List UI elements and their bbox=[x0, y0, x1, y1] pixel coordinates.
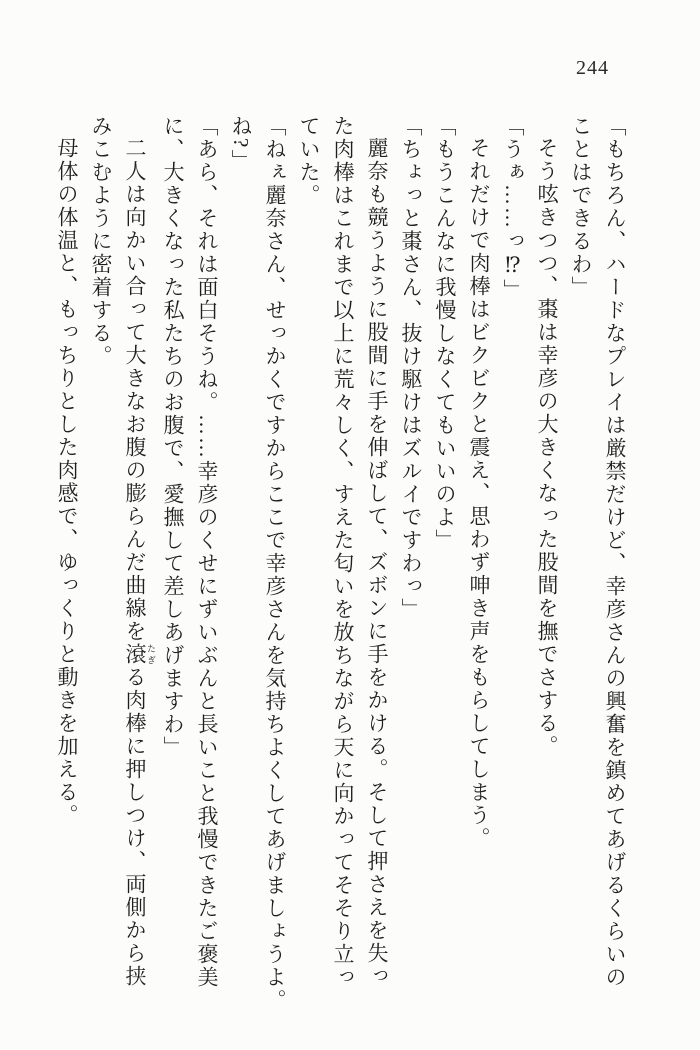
ruby-base: 滾 bbox=[123, 643, 147, 666]
text-line-with-ruby bbox=[118, 115, 156, 1020]
text-line: た肉棒はこれまで以上に荒々しく、すえた匂いを放ちながら天に向かってそそり立っ bbox=[331, 115, 355, 989]
ruby-furigana: たぎ bbox=[146, 643, 156, 666]
text-line: 母体の体温と、もっちりとした肉感で、ゆっくりと動きを加える。 bbox=[55, 137, 79, 827]
text-line: 「うぁ……っ⁉」 bbox=[501, 115, 525, 302]
text-line: 「もうこんなに我慢しなくてもいいのよ」 bbox=[433, 115, 457, 552]
text-line: 「あら、それは面白そうね。……幸彦のくせにずいぶんと長いこと我慢できたご褒美 bbox=[195, 115, 219, 989]
text-line: ていた。 bbox=[297, 115, 321, 207]
text-line: に、大きくなった私たちのお腹で、愛撫して差しあげますわ」 bbox=[161, 115, 185, 759]
text-line: ことはできるわ」 bbox=[569, 115, 593, 299]
text-line: 「ちょっと棗さん、抜け駆けはズルイですわっ」 bbox=[399, 115, 423, 621]
ruby-annotation bbox=[123, 643, 156, 666]
page-number: 244 bbox=[576, 57, 609, 79]
text-line: 麗奈も競うように股間に手を伸ばして、ズボンに手をかける。そして押さえを失っ bbox=[365, 137, 389, 988]
text-segment: る肉棒に押しつけ、両側から挟 bbox=[123, 666, 147, 988]
text-line: ね?」 bbox=[229, 115, 253, 173]
text-line: それだけで肉棒はビクビクと震え、思わず呻き声をもらしてしまう。 bbox=[467, 137, 491, 850]
text-line: みこむように密着する。 bbox=[89, 115, 113, 368]
text-line: 「もちろん、ハードなプレイは厳禁だけど、幸彦さんの興奮を鎮めてあげるくらいの bbox=[603, 115, 627, 989]
text-line: そう呟きつつ、棗は幸彦の大きくなった股間を撫でさする。 bbox=[535, 137, 559, 758]
text-segment: 二人は向かい合って大きなお腹の膨らんだ曲線を bbox=[123, 137, 147, 643]
vertical-text-body bbox=[50, 115, 632, 1020]
text-line: 「ねぇ麗奈さん、せっかくですからここで幸彦さんを気持ちよくしてあげましょうよ。 bbox=[263, 115, 287, 1012]
